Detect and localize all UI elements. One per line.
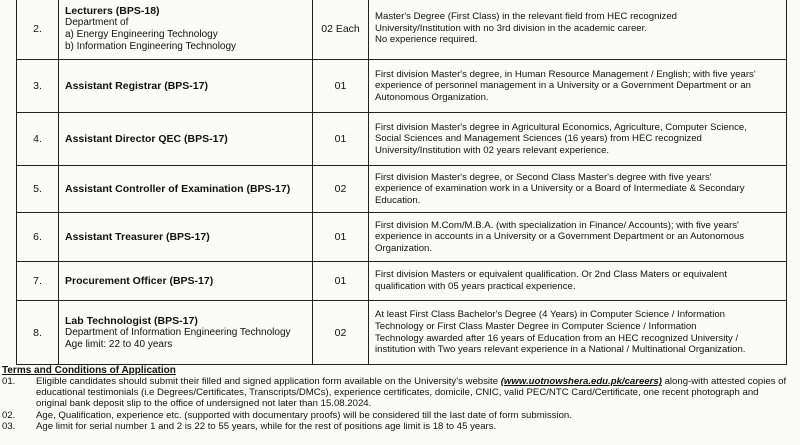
post-title: Assistant Treasurer (BPS-17) xyxy=(65,231,210,243)
qualification-cell xyxy=(369,60,787,113)
term-text-part: Age, Qualification, experience etc. (supported with documentary proofs) will be considered till the last date of form submission. xyxy=(36,409,572,421)
terms-list xyxy=(2,376,792,432)
term-text-part: Age limit for serial number 1 and 2 is 22 to 55 years, while for the rest of positions age limit is 18 to 45 years. xyxy=(36,420,497,432)
terms-section xyxy=(2,365,792,432)
qualification-line: First division Master's degree in Agricultural Economics, Agriculture, Computer Science, xyxy=(375,121,747,133)
qualification-line: Social Sciences and Management Sciences (16 years) from HEC recognized xyxy=(375,133,702,145)
post-detail-line: Department of xyxy=(65,16,129,28)
table-row xyxy=(17,262,787,301)
table-row xyxy=(17,166,787,213)
post-cell xyxy=(59,0,313,60)
table-row xyxy=(17,301,787,365)
careers-website-link[interactable]: (www.uotnowshera.edu.pk/careers) xyxy=(500,376,662,387)
positions-table-body xyxy=(17,0,787,365)
qualification-line: University/Institution with no 3rd division in the academic career. xyxy=(375,22,647,34)
post-title: Assistant Controller of Examination (BPS-17) xyxy=(65,183,291,195)
term-item xyxy=(2,376,792,410)
serial-number: 3. xyxy=(17,60,59,113)
number-of-posts: 01 xyxy=(313,113,369,166)
qualification-line: Master's Degree (First Class) in the relevant field from HEC recognized xyxy=(375,11,678,23)
number-of-posts: 02 xyxy=(313,166,369,213)
qualification-line: At least First Class Bachelor's Degree (4 Years) in Computer Science / Information xyxy=(375,309,726,321)
number-of-posts: 01 xyxy=(313,262,369,301)
qualification-line: First division Master's degree, or Second Class Master's degree with five years' xyxy=(375,171,712,183)
table-row xyxy=(17,113,787,166)
qualification-line: First division M.Com/M.B.A. (with specialization in Finance/ Accounts); with five years' xyxy=(375,219,739,231)
qualification-line: Autonomous Organization. xyxy=(375,91,489,103)
term-number: 02. xyxy=(2,409,16,421)
qualification-cell xyxy=(369,166,787,213)
post-title: Procurement Officer (BPS-17) xyxy=(65,275,214,287)
serial-number: 4. xyxy=(17,113,59,166)
term-number: 01. xyxy=(2,376,16,387)
qualification-cell xyxy=(369,0,787,60)
post-detail-line: Department of Information Engineering Technology xyxy=(65,326,291,338)
post-title: Lab Technologist (BPS-17) xyxy=(65,314,198,327)
post-title: Assistant Registrar (BPS-17) xyxy=(65,80,208,92)
serial-number: 7. xyxy=(17,262,59,301)
post-cell xyxy=(59,262,313,301)
post-cell xyxy=(59,113,313,166)
term-number: 03. xyxy=(2,420,16,432)
qualification-cell xyxy=(369,262,787,301)
post-title: Assistant Director QEC (BPS-17) xyxy=(65,133,228,145)
term-text xyxy=(36,421,792,432)
qualification-line: No experience required. xyxy=(375,34,478,46)
term-item xyxy=(2,421,792,432)
positions-table xyxy=(16,0,787,365)
terms-title: Terms and Conditions of Application xyxy=(2,365,176,376)
qualification-line: First division Masters or equivalent qualification. Or 2nd Class Maters or equivalent xyxy=(375,269,727,281)
qualification-line: Technology or First Class Master Degree in Computer Science / Information xyxy=(375,320,697,332)
number-of-posts: 02 xyxy=(313,301,369,365)
qualification-line: First division Master's degree, in Human Resource Management / English; with five years' xyxy=(375,68,756,80)
qualification-cell xyxy=(369,301,787,365)
serial-number: 2. xyxy=(17,0,59,60)
table-row xyxy=(17,60,787,113)
qualification-line: Technology awarded after 16 years of Education from an HEC recognized University / xyxy=(375,332,739,344)
number-of-posts: 01 xyxy=(313,213,369,262)
qualification-cell xyxy=(369,213,787,262)
post-cell xyxy=(59,301,313,365)
post-title: Lecturers (BPS-18) xyxy=(65,4,160,17)
post-detail-line: a) Energy Engineering Technology xyxy=(65,28,218,40)
post-detail-line: Age limit: 22 to 40 years xyxy=(65,338,173,350)
qualification-line: institution with Two years relevant experience in a National / Multinational Organization. xyxy=(375,344,746,356)
qualification-line: qualification with 05 years practical experience. xyxy=(375,281,576,292)
number-of-posts: 01 xyxy=(313,60,369,113)
qualification-line: experience of personnel management in a University or a Government Department or an xyxy=(375,80,751,92)
table-row xyxy=(17,0,787,60)
term-item xyxy=(2,410,792,421)
term-text xyxy=(36,376,792,410)
term-text-part: along-with attested copies of educational testimonials (i.e Degrees/Certificates, Transcripts/DMCs), experience certificates, domicile, CNIC, valid PEC/NTC Card/Certificate, one recent photograph and original bank deposit slip to the office of undersigned not later than 15.08.2024. xyxy=(36,376,787,410)
qualification-line: experience in accounts in a University or a Government Department or an Autonomous xyxy=(375,231,745,243)
number-of-posts: 02 Each xyxy=(313,0,369,60)
table-row xyxy=(17,213,787,262)
term-text-part: Eligible candidates should submit their filled and signed application form available on the University's website xyxy=(36,376,501,387)
post-cell xyxy=(59,60,313,113)
qualification-cell xyxy=(369,113,787,166)
post-detail-line: b) Information Engineering Technology xyxy=(65,40,237,52)
qualification-line: experience of examination work in a University or a Board of Intermediate & Secondary xyxy=(375,183,745,195)
serial-number: 6. xyxy=(17,213,59,262)
serial-number: 5. xyxy=(17,166,59,213)
post-cell xyxy=(59,213,313,262)
term-text xyxy=(36,410,792,421)
qualification-line: Organization. xyxy=(375,242,433,254)
post-cell xyxy=(59,166,313,213)
qualification-line: Education. xyxy=(375,194,421,206)
qualification-line: University/Institution with 02 years relevant experience. xyxy=(375,144,610,156)
serial-number: 8. xyxy=(17,301,59,365)
